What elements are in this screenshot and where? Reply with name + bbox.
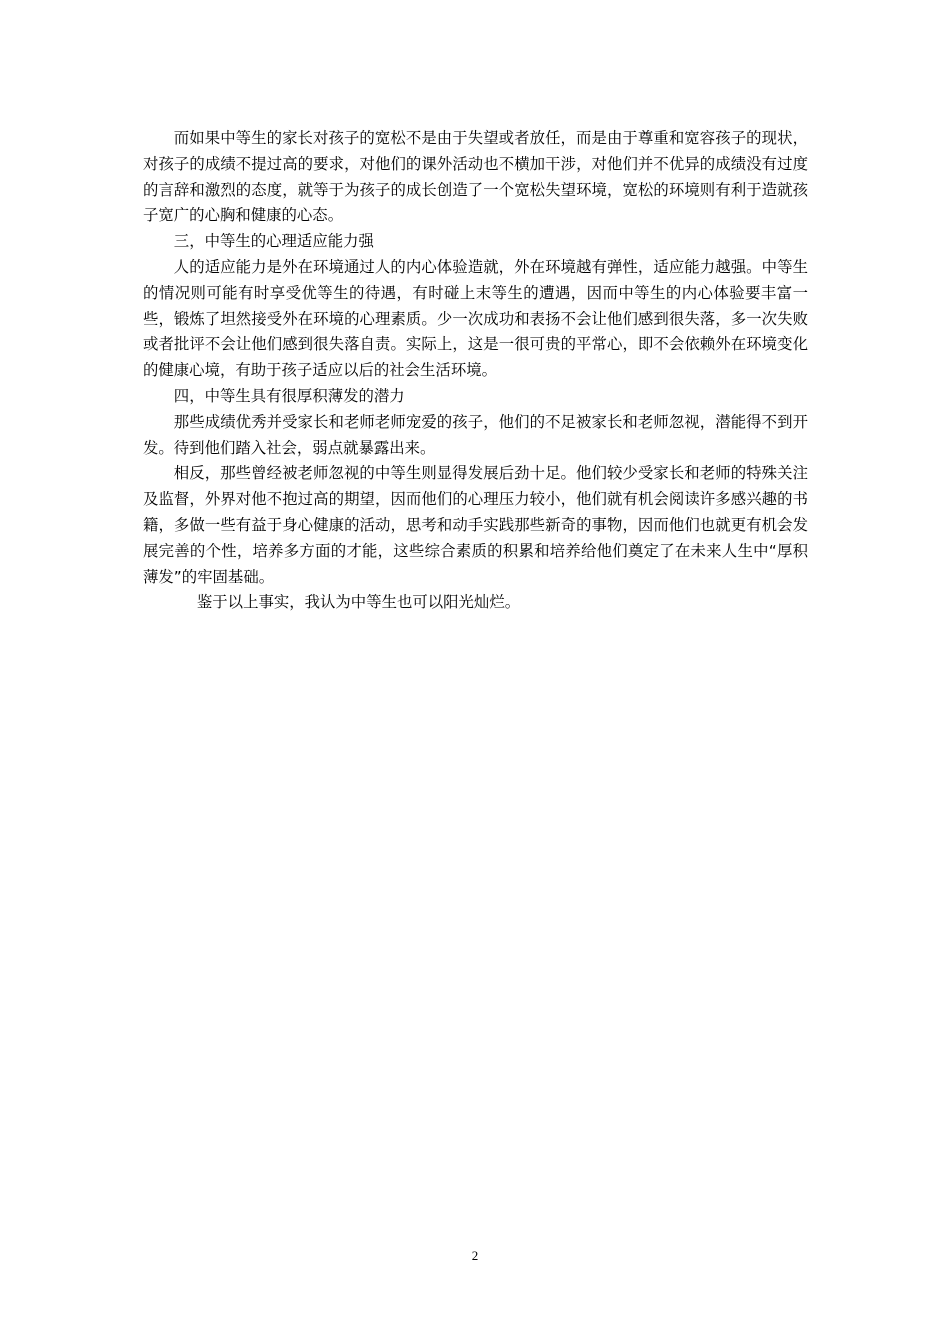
section-heading-potential: 四，中等生具有很厚积薄发的潜力 xyxy=(173,386,405,405)
paragraph-top-students: 那些成绩优秀并受家长和老师老师宠爱的孩子，他们的不足被家长和老师忽视，潜能得不到开发。待到他们踏入社会，弱点就暴露出来。 xyxy=(143,412,808,457)
paragraph-conclusion: 鉴于以上事实，我认为中等生也可以阳光灿烂。 xyxy=(196,593,521,612)
page-number: 2 xyxy=(471,1248,479,1263)
paragraph-adaptability: 人的适应能力是外在环境通过人的内心体验造就，外在环境越有弹性，适应能力越强。中等生的情况则可能有时享受优等生的待遇，有时碰上末等生的遭遇，因而中等生的内心体验要丰富一些，锻炼了坦然接受外在环境的心理素质。少一次成功和表扬不会让他们感到很失落，多一次失败或者批评不会让他们感到很失落自责。实际上，这是一很可贵的平常心，即不会依赖外在环境变化的健康心境，有助于孩子适应以后的社会生活环境。 xyxy=(143,257,808,380)
section-heading-adaptability: 三，中等生的心理适应能力强 xyxy=(173,232,374,251)
paragraph-parental-leniency: 而如果中等生的家长对孩子的宽松不是由于失望或者放任，而是由于尊重和宽容孩子的现状，对孩子的成绩不提过高的要求，对他们的课外活动也不横加干涉，对他们并不优异的成绩没有过度的言辞和激烈的态度，就等于为孩子的成长创造了一个宽松失望环境，宽松的环境则有利于造就孩子宽广的心胸和健康的心态。 xyxy=(143,129,808,225)
paragraph-middle-students-potential: 相反，那些曾经被老师忽视的中等生则显得发展后劲十足。他们较少受家长和老师的特殊关注及监督，外界对他不抱过高的期望，因而他们的心理压力较小，他们就有机会阅读许多感兴趣的书籍，多做一些有益于身心健康的活动，思考和动手实践那些新奇的事物，因而他们也就更有机会发展完善的个性，培养多方面的才能，这些综合素质的积累和培养给他们奠定了在未来人生中“厚积薄发”的牢固基础。 xyxy=(143,464,808,586)
document-body xyxy=(143,126,808,616)
